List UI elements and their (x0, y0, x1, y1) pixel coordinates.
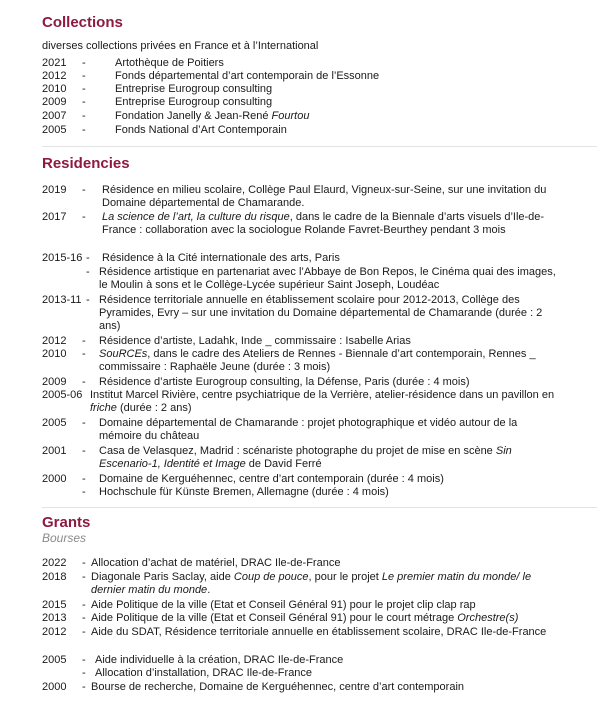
entry-text: Domaine de Kerguéhennec, centre d’art contemporain (durée : 4 mois) (99, 473, 444, 485)
entry-year: 2015 (42, 599, 67, 611)
entry-text: Fonds départemental d’art contemporain de l’Essonne (115, 70, 380, 82)
collections-heading: Collections (42, 14, 123, 31)
entry-year: 2000 (42, 473, 67, 485)
entry-dash: - (82, 70, 86, 82)
entry-year: 2000 (42, 681, 67, 693)
entry-text: Allocation d’achat de matériel, DRAC Ile-de-France (91, 557, 341, 569)
entry-text: Hochschule für Künste Bremen, Allemagne (durée : 4 mois) (99, 486, 389, 498)
entry-year: 2005-06 (42, 389, 83, 401)
entry-dash: - (82, 96, 86, 108)
entry-text: Artothèque de Poitiers (115, 57, 224, 69)
grants-subtitle: Bourses (42, 531, 87, 545)
entry-dash: - (82, 681, 86, 693)
entry-year: 2012 (42, 335, 67, 347)
entry-text: Résidence territoriale annuelle en établissement scolaire pour 2012-2013, Collège des Pyramides, Evry – sur une invitation du Domaine départemental de Chamarande (durée : 2 ans) (99, 294, 543, 332)
entry-year: 2019 (42, 184, 67, 196)
grants-heading: Grants (42, 514, 91, 531)
entry-dash: - (82, 110, 86, 122)
entry-year: 2021 (42, 57, 67, 69)
entry-dash: - (82, 473, 86, 485)
residencies-heading: Residencies (42, 155, 130, 172)
entry-year: 2005 (42, 124, 67, 136)
entry-year: 2018 (42, 571, 67, 583)
entry-year: 2012 (42, 626, 67, 638)
entry-text: Résidence d’artiste, Ladahk, Inde _ commissaire : Isabelle Arias (99, 335, 411, 347)
entry-dash: - (82, 348, 86, 360)
section-divider (42, 146, 597, 147)
entry-text: Institut Marcel Rivière, centre psychiatrique de la Verrière, atelier-résidence dans un pavillon en friche (durée : 2 ans) (90, 389, 555, 414)
entry-text: Résidence artistique en partenariat avec l’Abbaye de Bon Repos, le Cinéma quai des images, le Moulin à sons et le Collège-Lycée supérieur Saint Joseph, Loudéac (99, 266, 556, 291)
entry-dash: - (82, 486, 86, 498)
entry-text: Diagonale Paris Saclay, aide Coup de pouce, pour le projet Le premier matin du monde/ le dernier matin du monde. (91, 571, 532, 596)
entry-text: Bourse de recherche, Domaine de Kerguéhennec, centre d’art contemporain (91, 681, 465, 693)
entry-text: La science de l’art, la culture du risque, dans le cadre de la Biennale d’arts visuels d’Ile-de-France : collaboration avec la sociologue Rolande Favret-Beurthey pendant 3 mois (102, 211, 545, 236)
entry-year: 2013 (42, 612, 67, 624)
entry-text: Domaine départemental de Chamarande : projet photographique et vidéo autour de la mémoire du château (99, 417, 518, 442)
entry-year: 2007 (42, 110, 67, 122)
entry-dash: - (82, 124, 86, 136)
entry-dash: - (82, 335, 86, 347)
entry-dash: - (82, 599, 86, 611)
entry-dash: - (82, 83, 86, 95)
entry-dash: - (86, 294, 90, 306)
entry-dash: - (82, 445, 86, 457)
entry-text: Fondation Janelly & Jean-René Fourtou (115, 110, 310, 122)
entry-dash: - (82, 57, 86, 69)
collections-intro: diverses collections privées en France et à l’International (42, 40, 319, 52)
entry-text: Résidence à la Cité internationale des arts, Paris (102, 252, 340, 264)
entry-text: Entreprise Eurogroup consulting (115, 83, 273, 95)
entry-dash: - (86, 266, 90, 278)
entry-text: Allocation d’installation, DRAC Ile-de-France (95, 667, 313, 679)
section-divider (42, 507, 597, 508)
entry-dash: - (82, 417, 86, 429)
entry-year: 2010 (42, 83, 67, 95)
entry-year: 2005 (42, 417, 67, 429)
entry-text: Aide Politique de la ville (Etat et Conseil Général 91) pour le court métrage Orchestre(s) (91, 612, 519, 624)
entry-dash: - (82, 654, 86, 666)
entry-year: 2013-11 (42, 294, 82, 306)
entry-year: 2005 (42, 654, 67, 666)
entry-year: 2009 (42, 96, 67, 108)
entry-year: 2022 (42, 557, 67, 569)
entry-year: 2001 (42, 445, 67, 457)
entry-dash: - (82, 184, 86, 196)
entry-text: Casa de Velasquez, Madrid : scénariste photographe du projet de mise en scène Sin Escenario-1, Identité et Image de David Ferré (99, 445, 512, 470)
entry-dash: - (82, 626, 86, 638)
entry-text: Aide du SDAT, Résidence territoriale annuelle en établissement scolaire, DRAC Ile-de-France (91, 626, 547, 638)
entry-year: 2015-16 (42, 252, 83, 264)
entry-text: Aide Politique de la ville (Etat et Conseil Général 91) pour le projet clip clap rap (91, 599, 476, 611)
entry-text: Résidence d’artiste Eurogroup consulting, la Défense, Paris (durée : 4 mois) (99, 376, 470, 388)
entry-text: Aide individuelle à la création, DRAC Ile-de-France (95, 654, 344, 666)
entry-dash: - (82, 612, 86, 624)
entry-year: 2012 (42, 70, 67, 82)
entry-dash: - (82, 571, 86, 583)
entry-dash: - (82, 557, 86, 569)
entry-text: Fonds National d’Art Contemporain (115, 124, 287, 136)
entry-text: Entreprise Eurogroup consulting (115, 96, 273, 108)
entry-dash: - (82, 211, 86, 223)
entry-year: 2009 (42, 376, 67, 388)
entry-dash: - (82, 667, 86, 679)
entry-dash: - (86, 252, 90, 264)
entry-text: SouRCEs, dans le cadre des Ateliers de Rennes - Biennale d’art contemporain, Rennes _ commissaire : Raphaële Jeune (durée : 3 mois) (99, 348, 536, 373)
entry-year: 2017 (42, 211, 67, 223)
entry-dash: - (82, 376, 86, 388)
entry-year: 2010 (42, 348, 67, 360)
entry-text: Résidence en milieu scolaire, Collège Paul Elaurd, Vigneux-sur-Seine, sur une invitation du Domaine départemental de Chamarande. (102, 184, 547, 209)
